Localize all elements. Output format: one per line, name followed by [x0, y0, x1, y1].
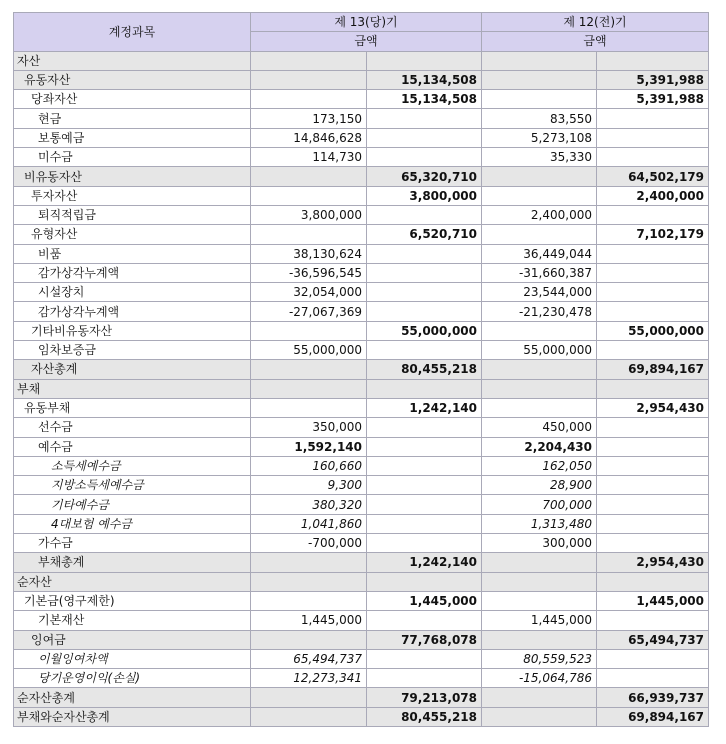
prior-detail-cell: [482, 591, 597, 610]
prior-detail-cell: -21,230,478: [482, 302, 597, 321]
current-detail-cell: 380,320: [251, 495, 367, 514]
table-row: [14, 534, 709, 553]
account-label-cell: 부채와순자산총계: [14, 707, 251, 726]
current-total-cell: [367, 302, 482, 321]
prior-detail-cell: [482, 225, 597, 244]
prior-detail-cell: [482, 186, 597, 205]
prior-detail-cell: 162,050: [482, 456, 597, 475]
current-detail-cell: [251, 321, 367, 340]
current-total-cell: 1,445,000: [367, 591, 482, 610]
table-row: [14, 148, 709, 167]
account-label-cell: 4대보험 예수금: [14, 514, 251, 533]
prior-total-cell: [597, 649, 709, 668]
table-row: [14, 302, 709, 321]
current-total-cell: [367, 534, 482, 553]
prior-total-cell: [597, 534, 709, 553]
table-row: [14, 572, 709, 591]
account-label-cell: 유동부채: [14, 398, 251, 417]
current-detail-cell: 1,445,000: [251, 611, 367, 630]
table-row: [14, 225, 709, 244]
current-total-cell: [367, 437, 482, 456]
account-label-cell: 당좌자산: [14, 90, 251, 109]
table-row: [14, 398, 709, 417]
account-label-cell: 비유동자산: [14, 167, 251, 186]
balance-sheet-table: [13, 12, 709, 727]
current-total-cell: 15,134,508: [367, 70, 482, 89]
current-total-cell: 55,000,000: [367, 321, 482, 340]
current-total-cell: [367, 128, 482, 147]
prior-detail-cell: [482, 379, 597, 398]
account-label-cell: 현금: [14, 109, 251, 128]
table-row: [14, 649, 709, 668]
table-row: [14, 70, 709, 89]
account-label-cell: 잉여금: [14, 630, 251, 649]
current-detail-cell: -700,000: [251, 534, 367, 553]
prior-total-cell: 55,000,000: [597, 321, 709, 340]
current-detail-cell: [251, 90, 367, 109]
prior-total-cell: [597, 418, 709, 437]
prior-detail-cell: [482, 553, 597, 572]
current-detail-cell: 160,660: [251, 456, 367, 475]
current-detail-cell: -36,596,545: [251, 263, 367, 282]
account-label-cell: 부채: [14, 379, 251, 398]
current-detail-cell: 114,730: [251, 148, 367, 167]
current-detail-cell: [251, 591, 367, 610]
table-row: [14, 437, 709, 456]
table-row: [14, 379, 709, 398]
account-label-cell: 유동자산: [14, 70, 251, 89]
table-row: [14, 707, 709, 726]
current-detail-cell: [251, 398, 367, 417]
prior-detail-cell: 1,313,480: [482, 514, 597, 533]
current-total-cell: 6,520,710: [367, 225, 482, 244]
prior-total-cell: 1,445,000: [597, 591, 709, 610]
prior-detail-cell: [482, 321, 597, 340]
account-label-cell: 미수금: [14, 148, 251, 167]
account-label-cell: 선수금: [14, 418, 251, 437]
current-total-cell: [367, 263, 482, 282]
table-row: [14, 476, 709, 495]
prior-total-cell: [597, 302, 709, 321]
current-detail-cell: 3,800,000: [251, 205, 367, 224]
current-detail-cell: [251, 379, 367, 398]
prior-detail-cell: 5,273,108: [482, 128, 597, 147]
account-label-cell: 부채총계: [14, 553, 251, 572]
current-detail-cell: 14,846,628: [251, 128, 367, 147]
current-total-cell: [367, 495, 482, 514]
prior-total-cell: [597, 341, 709, 360]
current-total-cell: [367, 418, 482, 437]
current-total-cell: 80,455,218: [367, 360, 482, 379]
table-row: [14, 630, 709, 649]
current-total-cell: [367, 476, 482, 495]
table-row: [14, 205, 709, 224]
table-header: [14, 13, 709, 52]
prior-total-cell: [597, 476, 709, 495]
table-row: [14, 669, 709, 688]
prior-detail-cell: [482, 167, 597, 186]
account-label-cell: 퇴직적립금: [14, 205, 251, 224]
prior-detail-cell: [482, 360, 597, 379]
current-total-cell: 65,320,710: [367, 167, 482, 186]
prior-detail-cell: 28,900: [482, 476, 597, 495]
table-body: [14, 51, 709, 726]
current-detail-cell: 32,054,000: [251, 283, 367, 302]
prior-amount-header: 금액: [482, 32, 709, 51]
table-row: [14, 186, 709, 205]
current-detail-cell: [251, 167, 367, 186]
account-label-cell: 비품: [14, 244, 251, 263]
prior-total-cell: 5,391,988: [597, 90, 709, 109]
current-total-cell: [367, 649, 482, 668]
current-detail-cell: 65,494,737: [251, 649, 367, 668]
prior-detail-cell: -15,064,786: [482, 669, 597, 688]
account-label-cell: 순자산: [14, 572, 251, 591]
prior-total-cell: 5,391,988: [597, 70, 709, 89]
current-total-cell: [367, 456, 482, 475]
account-label-cell: 당기운영이익(손실): [14, 669, 251, 688]
table-row: [14, 90, 709, 109]
current-detail-cell: 173,150: [251, 109, 367, 128]
prior-total-cell: 66,939,737: [597, 688, 709, 707]
account-label-cell: 유형자산: [14, 225, 251, 244]
current-total-cell: 79,213,078: [367, 688, 482, 707]
prior-detail-cell: 23,544,000: [482, 283, 597, 302]
prior-detail-cell: [482, 51, 597, 70]
account-label-cell: 임차보증금: [14, 341, 251, 360]
prior-period-header: 제 12(전)기: [482, 13, 709, 32]
current-total-cell: [367, 514, 482, 533]
prior-total-cell: 69,894,167: [597, 360, 709, 379]
account-label-cell: 기타예수금: [14, 495, 251, 514]
prior-total-cell: [597, 669, 709, 688]
current-detail-cell: [251, 553, 367, 572]
account-label-cell: 가수금: [14, 534, 251, 553]
current-total-cell: [367, 205, 482, 224]
table-row: [14, 360, 709, 379]
prior-total-cell: 2,400,000: [597, 186, 709, 205]
current-detail-cell: [251, 572, 367, 591]
prior-detail-cell: 35,330: [482, 148, 597, 167]
account-label-cell: 기본금(영구제한): [14, 591, 251, 610]
prior-detail-cell: 36,449,044: [482, 244, 597, 263]
prior-total-cell: 69,894,167: [597, 707, 709, 726]
table-row: [14, 283, 709, 302]
current-detail-cell: [251, 630, 367, 649]
table-row: [14, 341, 709, 360]
table-row: [14, 51, 709, 70]
prior-detail-cell: 300,000: [482, 534, 597, 553]
prior-total-cell: [597, 611, 709, 630]
current-detail-cell: [251, 225, 367, 244]
account-label-cell: 순자산총계: [14, 688, 251, 707]
prior-detail-cell: 700,000: [482, 495, 597, 514]
prior-total-cell: 2,954,430: [597, 398, 709, 417]
current-detail-cell: [251, 688, 367, 707]
table-row: [14, 244, 709, 263]
account-label-cell: 이월잉여차액: [14, 649, 251, 668]
current-detail-cell: 12,273,341: [251, 669, 367, 688]
prior-total-cell: [597, 263, 709, 282]
prior-total-cell: [597, 283, 709, 302]
current-detail-cell: [251, 70, 367, 89]
current-detail-cell: 9,300: [251, 476, 367, 495]
current-detail-cell: [251, 186, 367, 205]
prior-detail-cell: [482, 688, 597, 707]
prior-detail-cell: [482, 90, 597, 109]
prior-detail-cell: 1,445,000: [482, 611, 597, 630]
prior-total-cell: [597, 205, 709, 224]
current-total-cell: [367, 283, 482, 302]
table-row: [14, 553, 709, 572]
account-label-cell: 보통예금: [14, 128, 251, 147]
account-label-cell: 자산총계: [14, 360, 251, 379]
table-row: [14, 495, 709, 514]
prior-detail-cell: 2,204,430: [482, 437, 597, 456]
current-total-cell: [367, 572, 482, 591]
prior-total-cell: [597, 148, 709, 167]
account-label-cell: 기본재산: [14, 611, 251, 630]
prior-total-cell: 64,502,179: [597, 167, 709, 186]
account-label-cell: 자산: [14, 51, 251, 70]
current-detail-cell: -27,067,369: [251, 302, 367, 321]
table-row: [14, 418, 709, 437]
current-total-cell: [367, 244, 482, 263]
current-total-cell: [367, 341, 482, 360]
current-detail-cell: 1,041,860: [251, 514, 367, 533]
prior-detail-cell: -31,660,387: [482, 263, 597, 282]
prior-detail-cell: 80,559,523: [482, 649, 597, 668]
table-row: [14, 514, 709, 533]
table-row: [14, 263, 709, 282]
current-total-cell: [367, 669, 482, 688]
prior-total-cell: [597, 51, 709, 70]
prior-detail-cell: 55,000,000: [482, 341, 597, 360]
current-total-cell: 1,242,140: [367, 553, 482, 572]
prior-detail-cell: 450,000: [482, 418, 597, 437]
prior-detail-cell: [482, 572, 597, 591]
account-label-cell: 기타비유동자산: [14, 321, 251, 340]
account-label-cell: 시설장치: [14, 283, 251, 302]
account-label-cell: 예수금: [14, 437, 251, 456]
prior-detail-cell: [482, 707, 597, 726]
prior-detail-cell: [482, 398, 597, 417]
current-total-cell: [367, 611, 482, 630]
table-row: [14, 167, 709, 186]
current-total-cell: [367, 379, 482, 398]
current-detail-cell: 1,592,140: [251, 437, 367, 456]
prior-total-cell: 2,954,430: [597, 553, 709, 572]
current-total-cell: 15,134,508: [367, 90, 482, 109]
prior-total-cell: 65,494,737: [597, 630, 709, 649]
current-total-cell: 80,455,218: [367, 707, 482, 726]
table-row: [14, 456, 709, 475]
current-detail-cell: 38,130,624: [251, 244, 367, 263]
current-total-cell: [367, 148, 482, 167]
table-row: [14, 128, 709, 147]
prior-total-cell: [597, 109, 709, 128]
current-amount-header: 금액: [251, 32, 482, 51]
current-detail-cell: [251, 707, 367, 726]
prior-total-cell: [597, 495, 709, 514]
prior-total-cell: [597, 514, 709, 533]
prior-total-cell: [597, 379, 709, 398]
prior-detail-cell: [482, 70, 597, 89]
account-label-cell: 소득세예수금: [14, 456, 251, 475]
current-total-cell: 3,800,000: [367, 186, 482, 205]
prior-total-cell: 7,102,179: [597, 225, 709, 244]
current-total-cell: 1,242,140: [367, 398, 482, 417]
table-row: [14, 109, 709, 128]
account-column-header: 계정과목: [14, 13, 251, 52]
prior-total-cell: [597, 437, 709, 456]
current-detail-cell: 350,000: [251, 418, 367, 437]
prior-detail-cell: [482, 630, 597, 649]
current-detail-cell: 55,000,000: [251, 341, 367, 360]
prior-detail-cell: 2,400,000: [482, 205, 597, 224]
account-label-cell: 감가상각누계액: [14, 302, 251, 321]
current-period-header: 제 13(당)기: [251, 13, 482, 32]
prior-total-cell: [597, 572, 709, 591]
account-label-cell: 지방소득세예수금: [14, 476, 251, 495]
current-detail-cell: [251, 360, 367, 379]
prior-total-cell: [597, 128, 709, 147]
current-total-cell: [367, 51, 482, 70]
table-row: [14, 591, 709, 610]
table-row: [14, 688, 709, 707]
prior-total-cell: [597, 456, 709, 475]
prior-total-cell: [597, 244, 709, 263]
account-label-cell: 감가상각누계액: [14, 263, 251, 282]
current-total-cell: 77,768,078: [367, 630, 482, 649]
account-label-cell: 투자자산: [14, 186, 251, 205]
table-row: [14, 611, 709, 630]
table-row: [14, 321, 709, 340]
current-total-cell: [367, 109, 482, 128]
current-detail-cell: [251, 51, 367, 70]
prior-detail-cell: 83,550: [482, 109, 597, 128]
